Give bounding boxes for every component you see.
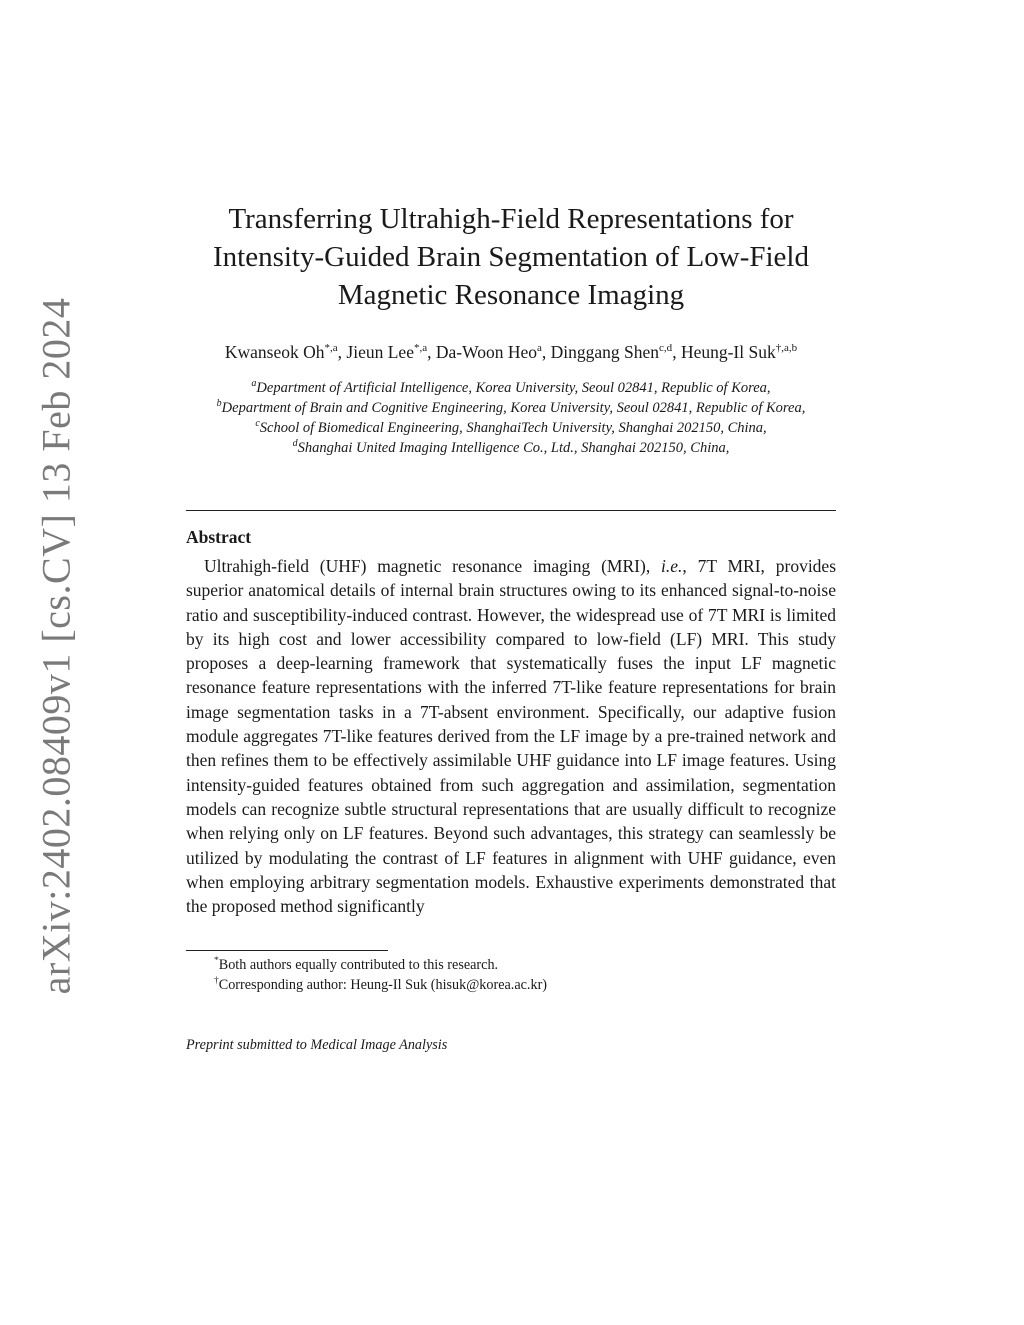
affiliation-text: Department of Brain and Cognitive Engineering, Korea University, Seoul 02841, Republic of Korea, <box>221 400 806 416</box>
abstract-body <box>186 554 836 918</box>
paper-first-page <box>186 200 836 1054</box>
abstract-text: , 7T MRI, provides superior anatomical details of internal brain structures owing to its enhanced signal-to-noise ratio and susceptibility-induced contrast. However, the widespread use of 7T MRI is limited by its high cost and lower accessibility compared to low-field (LF) MRI. This study proposes a deep-learning framework that systematically fuses the input LF magnetic resonance feature representations with the inferred 7T-like feature representations for brain image segmentation tasks in a 7T-absent environment. Specifically, our adaptive fusion module aggregates 7T-like features derived from the LF image by a pre-trained network and then refines them to be effectively assimilable UHF guidance into LF image features. Using intensity-guided features obtained from such aggregation and assimilation, segmentation models can recognize subtle structural representations that are usually difficult to recognize when relying only on LF features. Beyond such advantages, this strategy can seamlessly be utilized by modulating the contrast of LF features in alignment with UHF guidance, even when employing arbitrary segmentation models. Exhaustive experiments demonstrated that the proposed method significantly <box>186 556 837 917</box>
author-name: Jieun Lee <box>346 342 414 362</box>
author-name: Kwanseok Oh <box>224 342 325 362</box>
footnote-equal-contribution <box>186 955 836 975</box>
affiliation-text: Department of Artificial Intelligence, Korea University, Seoul 02841, Republic of Korea, <box>256 380 771 396</box>
footnote-text: Corresponding author: Heung-Il Suk (hisuk@korea.ac.kr) <box>218 977 548 994</box>
affiliation-b <box>186 398 836 418</box>
footnote-mark: * <box>214 956 219 967</box>
author-name: Dinggang Shen <box>550 342 660 362</box>
affiliation-mark: c <box>255 418 260 429</box>
horizontal-divider <box>186 510 836 511</box>
arxiv-sidebar-stamp: arXiv:2402.08409v1 [cs.CV] 13 Feb 2024 <box>33 297 79 995</box>
author-marks: a <box>537 342 542 354</box>
author-marks: *,a <box>413 342 428 354</box>
footnote-divider <box>186 950 388 951</box>
author-name: Heung-Il Suk <box>680 342 776 362</box>
affiliation-text: School of Biomedical Engineering, ShanghaiTech University, Shanghai 202150, China, <box>259 420 767 436</box>
footnote-mark: † <box>214 976 219 987</box>
footnote-corresponding-author <box>186 975 836 995</box>
affiliation-text: Shanghai United Imaging Intelligence Co., Ltd., Shanghai 202150, China, <box>297 440 730 456</box>
affiliation-mark: a <box>251 378 257 389</box>
abstract-heading: Abstract <box>186 527 252 547</box>
affiliation-a <box>186 378 836 398</box>
affiliation-mark: d <box>292 438 298 449</box>
author-marks: *,a <box>324 342 338 354</box>
author-marks: †,a,b <box>775 342 798 354</box>
abstract-ie: i.e. <box>661 556 683 576</box>
author-list: Kwanseok $Oh^{*,a}$, Jieun Lee$^{*,a}$, Da-Woon Heo$^a$, Dinggang Shen$^{c,d}$, Heung-Il Suk$^{\dagger,a,b}$ <box>224 342 798 362</box>
affiliation-list <box>186 378 836 458</box>
paper-title: Transferring Ultrahigh-Field Representations for Intensity-Guided Brain Segmentation of Low-Field Magnetic Resonance Imaging <box>212 203 809 311</box>
abstract-text: Ultrahigh-field (UHF) magnetic resonance imaging (MRI), <box>204 556 661 576</box>
footnote-text: Both authors equally contributed to this research. <box>218 957 499 974</box>
affiliation-d <box>186 438 836 458</box>
author-marks: c,d <box>659 342 673 354</box>
footnotes <box>186 955 836 995</box>
affiliation-mark: b <box>216 398 222 409</box>
preprint-note: Preprint submitted to Medical Image Analysis <box>186 1037 448 1054</box>
affiliation-c <box>186 418 836 438</box>
author-name: Da-Woon Heo <box>435 342 537 362</box>
